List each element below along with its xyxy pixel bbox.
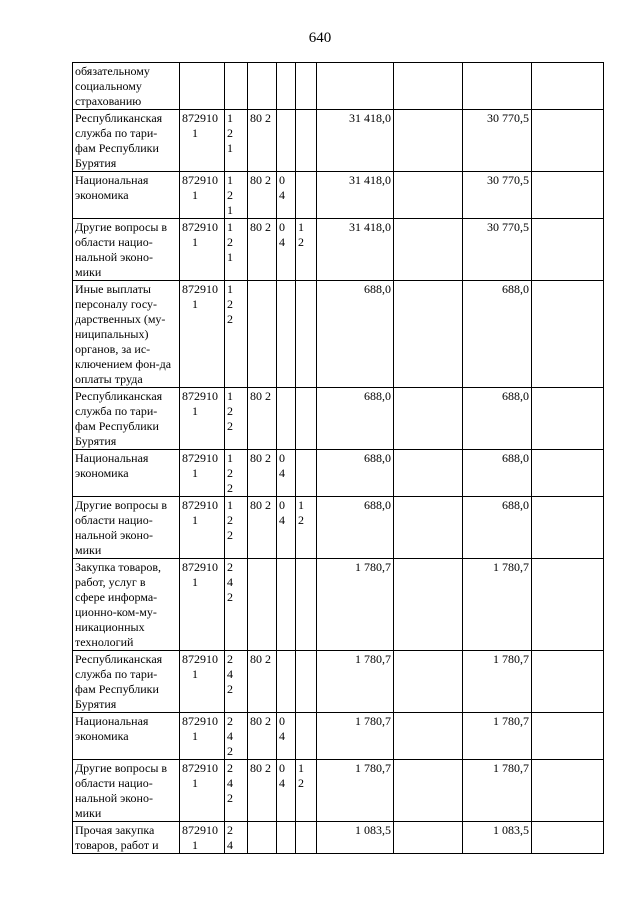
cell-amount-2024 <box>317 450 394 497</box>
cell-code-line2: 1 <box>192 466 198 480</box>
cell-code-line2: 1 <box>192 513 198 527</box>
cell-kosgu-text: 80 2 <box>250 220 271 234</box>
cell-amount-2025 <box>463 713 532 760</box>
cell-empty <box>532 822 604 854</box>
cell-code-line1: 872910 <box>182 220 218 234</box>
cell-amount-2025-text: 1 780,7 <box>493 652 529 666</box>
cell-sub <box>277 713 296 760</box>
cell-empty <box>532 110 604 172</box>
cell-empty <box>394 388 463 450</box>
cell-amount-2024-text: 31 418,0 <box>349 173 391 187</box>
cell-name <box>73 110 180 172</box>
cell-vr <box>225 281 248 388</box>
cell-vr-text: 122 <box>227 498 233 542</box>
cell-amount-2025-text: 688,0 <box>502 389 529 403</box>
cell-name <box>73 63 180 110</box>
table-row <box>73 281 604 388</box>
cell-sec <box>296 388 317 450</box>
cell-sub <box>277 450 296 497</box>
cell-sub <box>277 497 296 559</box>
cell-amount-2025 <box>463 110 532 172</box>
cell-amount-2025 <box>463 63 532 110</box>
cell-amount-2024 <box>317 110 394 172</box>
cell-sec <box>296 450 317 497</box>
cell-sec <box>296 172 317 219</box>
page-number: 640 <box>308 30 332 46</box>
cell-vr <box>225 822 248 854</box>
cell-code-line2: 1 <box>192 838 198 852</box>
cell-empty <box>394 822 463 854</box>
cell-amount-2024 <box>317 172 394 219</box>
cell-name <box>73 822 180 854</box>
cell-sec <box>296 822 317 854</box>
cell-name <box>73 172 180 219</box>
cell-empty <box>532 713 604 760</box>
cell-empty <box>532 651 604 713</box>
cell-name <box>73 281 180 388</box>
cell-kosgu <box>248 651 277 713</box>
cell-kosgu-text: 80 2 <box>250 652 271 666</box>
budget-table <box>72 62 604 854</box>
cell-code-line2: 1 <box>192 235 198 249</box>
cell-amount-2025-text: 688,0 <box>502 498 529 512</box>
cell-vr-text: 242 <box>227 560 233 604</box>
cell-sub <box>277 281 296 388</box>
cell-empty <box>394 497 463 559</box>
cell-vr <box>225 559 248 651</box>
cell-code <box>180 172 225 219</box>
cell-sec <box>296 281 317 388</box>
cell-kosgu <box>248 450 277 497</box>
table-row <box>73 497 604 559</box>
cell-vr <box>225 651 248 713</box>
table-row <box>73 110 604 172</box>
cell-name-text: Другие вопросы в области нацио-нальной эконо-мики <box>75 220 168 279</box>
cell-name <box>73 388 180 450</box>
cell-empty <box>532 63 604 110</box>
table-row <box>73 172 604 219</box>
cell-empty <box>532 760 604 822</box>
table-row <box>73 822 604 854</box>
cell-empty <box>394 172 463 219</box>
cell-name-text: Другие вопросы в области нацио-нальной эконо-мики <box>75 498 168 557</box>
cell-name-text: Национальная экономика <box>75 173 149 202</box>
cell-empty <box>532 219 604 281</box>
cell-amount-2024 <box>317 63 394 110</box>
cell-vr <box>225 760 248 822</box>
cell-name <box>73 713 180 760</box>
table-row <box>73 713 604 760</box>
cell-name-text: Республиканская служба по тари-фам Республики Бурятия <box>75 652 163 711</box>
cell-amount-2024-text: 1 780,7 <box>355 652 391 666</box>
cell-amount-2025-text: 688,0 <box>502 451 529 465</box>
cell-kosgu <box>248 713 277 760</box>
cell-code <box>180 388 225 450</box>
cell-amount-2024-text: 1 780,7 <box>355 714 391 728</box>
cell-empty <box>394 219 463 281</box>
cell-empty <box>394 559 463 651</box>
cell-code <box>180 760 225 822</box>
cell-kosgu <box>248 497 277 559</box>
cell-empty <box>532 559 604 651</box>
cell-amount-2024 <box>317 497 394 559</box>
cell-name-text: Прочая закупка товаров, работ и <box>75 823 159 852</box>
cell-sec <box>296 63 317 110</box>
cell-name <box>73 760 180 822</box>
cell-name-text: обязательному социальному страхованию <box>75 64 150 108</box>
cell-amount-2024 <box>317 760 394 822</box>
cell-empty <box>532 388 604 450</box>
cell-code-line1: 872910 <box>182 389 218 403</box>
cell-sub <box>277 388 296 450</box>
table-row <box>73 388 604 450</box>
cell-sec <box>296 110 317 172</box>
cell-kosgu <box>248 822 277 854</box>
cell-kosgu <box>248 559 277 651</box>
cell-name-text: Закупка товаров, работ, услуг в сфере информа-ционно-ком-му-никационных технологий <box>75 560 161 649</box>
cell-code <box>180 281 225 388</box>
cell-sub <box>277 559 296 651</box>
cell-sub <box>277 63 296 110</box>
cell-empty <box>394 713 463 760</box>
cell-empty <box>394 110 463 172</box>
table-row <box>73 450 604 497</box>
cell-sub <box>277 822 296 854</box>
cell-sec <box>296 760 317 822</box>
cell-kosgu-text: 80 2 <box>250 389 271 403</box>
cell-amount-2024 <box>317 559 394 651</box>
cell-vr-text: 122 <box>227 282 233 326</box>
cell-amount-2025 <box>463 559 532 651</box>
cell-code-line1: 872910 <box>182 652 218 666</box>
cell-sub <box>277 219 296 281</box>
cell-vr-text: 121 <box>227 220 233 264</box>
cell-amount-2025-text: 30 770,5 <box>487 220 529 234</box>
cell-code-line2: 1 <box>192 126 198 140</box>
table-row <box>73 760 604 822</box>
cell-amount-2025 <box>463 450 532 497</box>
cell-empty <box>394 760 463 822</box>
cell-code-line2: 1 <box>192 776 198 790</box>
cell-name-text: Национальная экономика <box>75 714 149 743</box>
cell-amount-2024-text: 1 780,7 <box>355 761 391 775</box>
cell-sec <box>296 713 317 760</box>
cell-vr <box>225 388 248 450</box>
cell-empty <box>394 450 463 497</box>
cell-amount-2025 <box>463 497 532 559</box>
cell-sec <box>296 559 317 651</box>
cell-kosgu-text: 80 2 <box>250 111 271 125</box>
cell-vr-text: 122 <box>227 389 233 433</box>
cell-kosgu <box>248 172 277 219</box>
cell-kosgu <box>248 110 277 172</box>
cell-empty <box>394 651 463 713</box>
cell-amount-2025 <box>463 388 532 450</box>
cell-sec <box>296 219 317 281</box>
cell-code-line2: 1 <box>192 729 198 743</box>
cell-amount-2025-text: 30 770,5 <box>487 111 529 125</box>
cell-kosgu-text: 80 2 <box>250 714 271 728</box>
cell-amount-2024-text: 688,0 <box>364 498 391 512</box>
cell-code <box>180 450 225 497</box>
cell-vr <box>225 497 248 559</box>
cell-code-line1: 872910 <box>182 714 218 728</box>
cell-code-line1: 872910 <box>182 761 218 775</box>
cell-vr-text: 121 <box>227 173 233 217</box>
cell-sub <box>277 651 296 713</box>
cell-amount-2025-text: 30 770,5 <box>487 173 529 187</box>
cell-amount-2025-text: 688,0 <box>502 282 529 296</box>
cell-amount-2024 <box>317 219 394 281</box>
table-row <box>73 219 604 281</box>
table-row <box>73 63 604 110</box>
cell-code-line1: 872910 <box>182 498 218 512</box>
cell-amount-2024-text: 688,0 <box>364 451 391 465</box>
cell-amount-2025-text: 1 780,7 <box>493 714 529 728</box>
cell-code <box>180 559 225 651</box>
cell-kosgu <box>248 388 277 450</box>
cell-vr <box>225 219 248 281</box>
cell-code <box>180 219 225 281</box>
cell-amount-2024 <box>317 713 394 760</box>
cell-amount-2025 <box>463 172 532 219</box>
cell-sub-text: 04 <box>279 220 285 249</box>
cell-code-line1: 872910 <box>182 451 218 465</box>
cell-code-line1: 872910 <box>182 173 218 187</box>
cell-vr <box>225 713 248 760</box>
cell-code-line2: 1 <box>192 188 198 202</box>
cell-code <box>180 110 225 172</box>
cell-vr <box>225 450 248 497</box>
cell-amount-2024-text: 31 418,0 <box>349 220 391 234</box>
cell-code-line2: 1 <box>192 297 198 311</box>
cell-vr <box>225 63 248 110</box>
cell-kosgu-text: 80 2 <box>250 498 271 512</box>
cell-amount-2025-text: 1 083,5 <box>493 823 529 837</box>
cell-kosgu <box>248 281 277 388</box>
cell-vr-text: 122 <box>227 451 233 495</box>
cell-amount-2025 <box>463 651 532 713</box>
cell-sec <box>296 497 317 559</box>
cell-empty <box>394 63 463 110</box>
cell-sub-text: 04 <box>279 498 285 527</box>
cell-sub-text: 04 <box>279 173 285 202</box>
cell-code-line2: 1 <box>192 404 198 418</box>
table-row <box>73 559 604 651</box>
cell-empty <box>394 281 463 388</box>
cell-vr-text: 24 <box>227 823 233 852</box>
cell-sub <box>277 760 296 822</box>
cell-amount-2024 <box>317 388 394 450</box>
cell-amount-2025-text: 1 780,7 <box>493 560 529 574</box>
cell-kosgu-text: 80 2 <box>250 761 271 775</box>
cell-name <box>73 651 180 713</box>
cell-vr <box>225 110 248 172</box>
cell-sec-text: 12 <box>298 498 304 527</box>
cell-amount-2024-text: 688,0 <box>364 389 391 403</box>
cell-code <box>180 713 225 760</box>
cell-name <box>73 219 180 281</box>
cell-amount-2025 <box>463 281 532 388</box>
cell-code-line1: 872910 <box>182 111 218 125</box>
cell-code <box>180 651 225 713</box>
cell-amount-2024 <box>317 651 394 713</box>
cell-name-text: Республиканская служба по тари-фам Республики Бурятия <box>75 111 163 170</box>
cell-empty <box>532 450 604 497</box>
cell-amount-2024-text: 688,0 <box>364 282 391 296</box>
cell-kosgu <box>248 760 277 822</box>
cell-vr <box>225 172 248 219</box>
cell-name <box>73 559 180 651</box>
cell-code-line2: 1 <box>192 667 198 681</box>
cell-code-line1: 872910 <box>182 560 218 574</box>
cell-code-line1: 872910 <box>182 823 218 837</box>
cell-sub-text: 04 <box>279 714 285 743</box>
cell-amount-2024-text: 1 083,5 <box>355 823 391 837</box>
cell-name-text: Иные выплаты персоналу госу-дарственных (му-ниципальных) органов, за ис-ключением фон-да оплаты труда <box>75 282 172 386</box>
cell-sec-text: 12 <box>298 761 304 790</box>
cell-empty <box>532 281 604 388</box>
cell-code-line1: 872910 <box>182 282 218 296</box>
cell-name-text: Другие вопросы в области нацио-нальной эконо-мики <box>75 761 168 820</box>
cell-amount-2024 <box>317 822 394 854</box>
cell-amount-2025-text: 1 780,7 <box>493 761 529 775</box>
cell-kosgu <box>248 219 277 281</box>
cell-sub-text: 04 <box>279 761 285 790</box>
cell-code <box>180 63 225 110</box>
cell-vr-text: 121 <box>227 111 233 155</box>
cell-vr-text: 242 <box>227 714 233 758</box>
cell-empty <box>532 172 604 219</box>
cell-sub-text: 04 <box>279 451 285 480</box>
cell-code-line2: 1 <box>192 575 198 589</box>
cell-code <box>180 497 225 559</box>
cell-kosgu-text: 80 2 <box>250 173 271 187</box>
cell-name <box>73 450 180 497</box>
cell-empty <box>532 497 604 559</box>
cell-amount-2025 <box>463 219 532 281</box>
cell-sec-text: 12 <box>298 220 304 249</box>
cell-name <box>73 497 180 559</box>
cell-name-text: Республиканская служба по тари-фам Республики Бурятия <box>75 389 163 448</box>
cell-amount-2024-text: 1 780,7 <box>355 560 391 574</box>
cell-sec <box>296 651 317 713</box>
cell-amount-2025 <box>463 760 532 822</box>
cell-sub <box>277 110 296 172</box>
table-row <box>73 651 604 713</box>
cell-kosgu <box>248 63 277 110</box>
cell-vr-text: 242 <box>227 761 233 805</box>
cell-amount-2024 <box>317 281 394 388</box>
cell-code <box>180 822 225 854</box>
cell-amount-2024-text: 31 418,0 <box>349 111 391 125</box>
cell-name-text: Национальная экономика <box>75 451 149 480</box>
cell-sub <box>277 172 296 219</box>
cell-kosgu-text: 80 2 <box>250 451 271 465</box>
cell-vr-text: 242 <box>227 652 233 696</box>
cell-amount-2025 <box>463 822 532 854</box>
